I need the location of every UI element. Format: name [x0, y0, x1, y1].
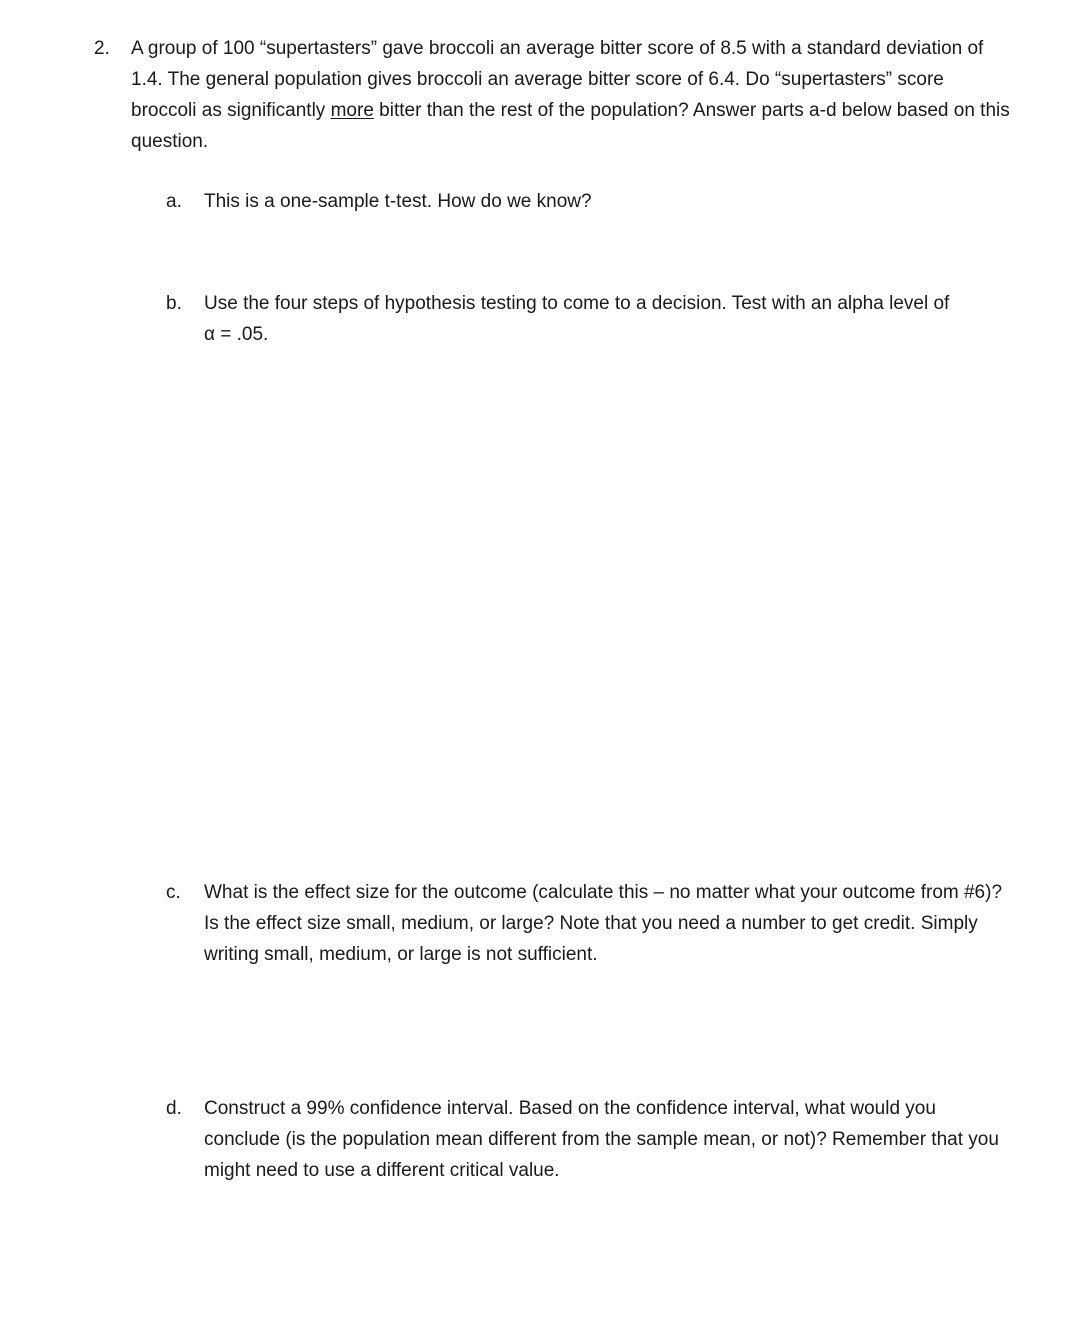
part-d-letter: d.	[166, 1098, 182, 1119]
underlined-emphasis: more	[330, 100, 374, 121]
part-d-text: Construct a 99% confidence interval. Based on the confidence interval, what would you conclude (is the population mean different from the sample mean, or not)? Remember that you might need to use a different critical value.	[204, 1098, 999, 1181]
part-a-letter: a.	[166, 191, 182, 212]
part-a-text: This is a one-sample t-test. How do we know?	[204, 191, 592, 212]
part-c-letter: c.	[166, 882, 181, 903]
part-c-text: What is the effect size for the outcome (calculate this – no matter what your outcome from #6)? Is the effect size small, medium, or large? Note that you need a number to get credit. Simply writing small, medium, or large is not sufficient.	[204, 882, 1003, 965]
question-text-start: A group of 100 “supertasters” gave broccoli an average bitter score of 8.5 with a standard deviation of 1.4. The general population gives broccoli an average bitter score of 6.4. Do “supertasters” score broccoli as significantly	[131, 38, 984, 121]
part-b-alpha: α = .05.	[204, 324, 269, 345]
part-b-letter: b.	[166, 293, 182, 314]
part-b-text	[204, 288, 1014, 350]
question-number: 2.	[94, 38, 110, 59]
question-text-end: bitter than the rest of the population? Answer parts a-d below based on this question.	[131, 100, 1010, 152]
part-b-text-line1: Use the four steps of hypothesis testing to come to a decision. Test with an alpha level of	[204, 293, 950, 314]
question-text	[131, 33, 1011, 157]
